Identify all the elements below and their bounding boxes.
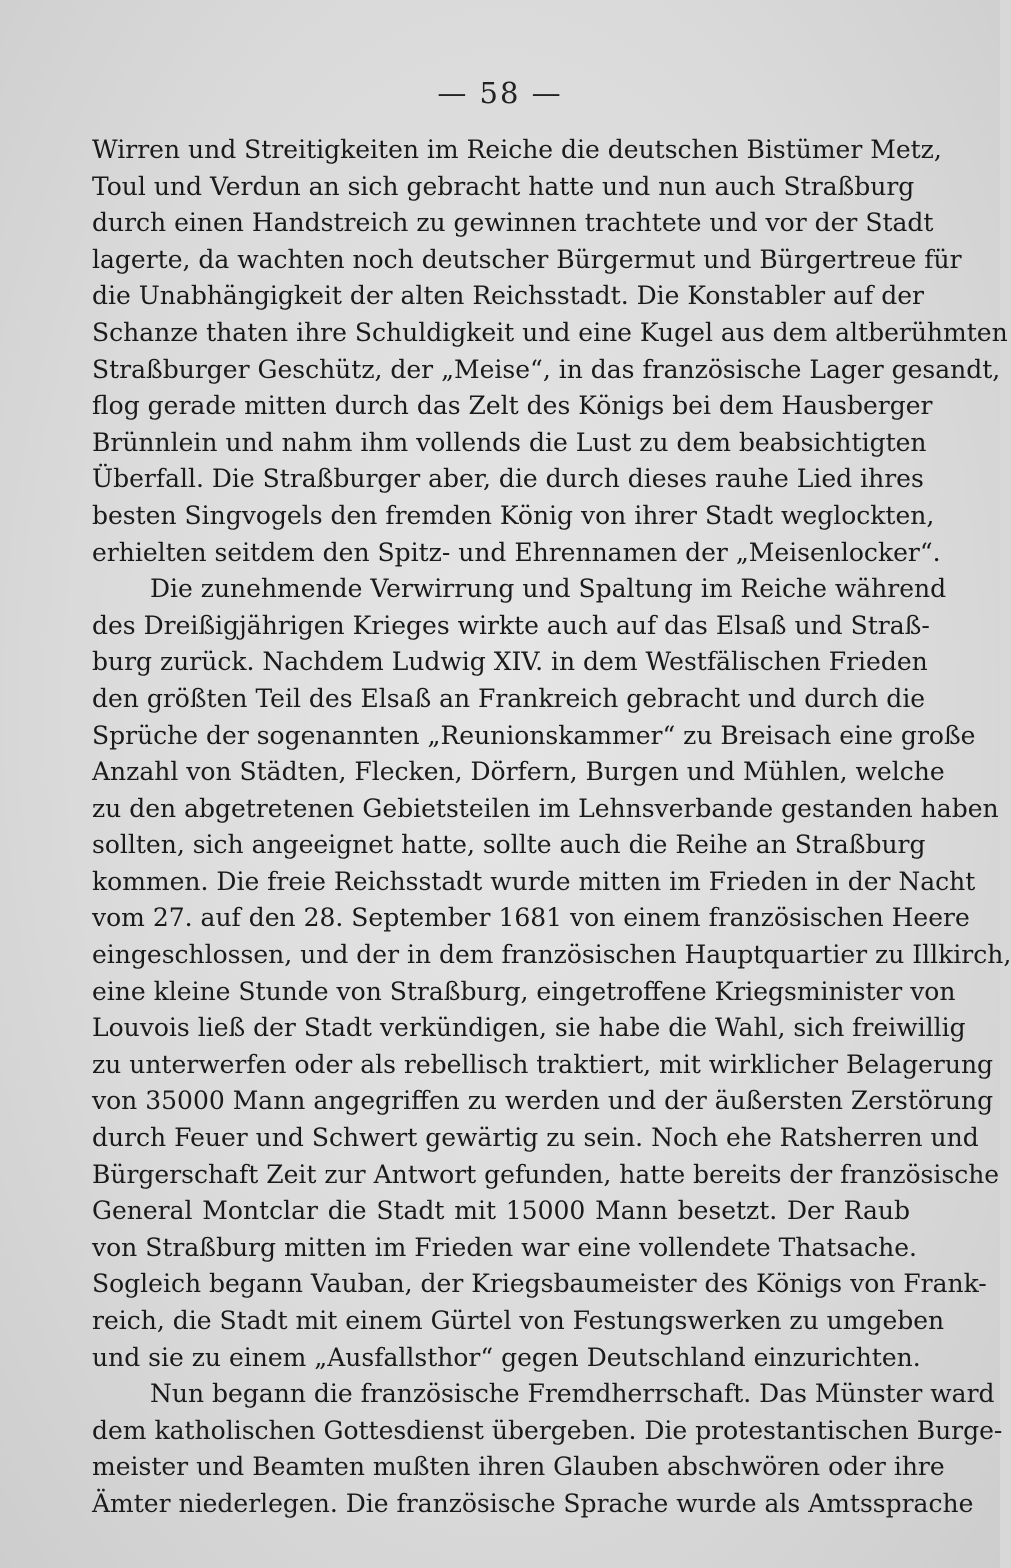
text-line: von 35000 Mann angegriffen zu werden und der äußersten Zerstörung (92, 1086, 994, 1116)
text-line: Überfall. Die Straßburger aber, die durch dieses rauhe Lied ihres (92, 464, 924, 494)
text-line: dem katholischen Gottesdienst übergeben. Die protestantischen Burge- (92, 1415, 1003, 1445)
text-line: durch Feuer und Schwert gewärtig zu sein. Noch ehe Ratsherren und (92, 1123, 979, 1153)
text-line: Die zunehmende Verwirrung und Spaltung im Reiche während (150, 574, 947, 604)
page-number: — 58 — (437, 76, 563, 110)
text-line: Louvois ließ der Stadt verkündigen, sie habe die Wahl, sich freiwillig (92, 1013, 966, 1043)
text-line: Toul und Verdun an sich gebracht hatte und nun auch Straßburg (92, 171, 915, 201)
text-line: durch einen Handstreich zu gewinnen trachtete und vor der Stadt (92, 208, 934, 238)
text-line: Anzahl von Städten, Flecken, Dörfern, Burgen und Mühlen, welche (92, 757, 945, 787)
text-line: lagerte, da wachten noch deutscher Bürgermut und Bürgertreue für (92, 244, 962, 274)
text-line: erhielten seitdem den Spitz- und Ehrennamen der „Meisenlocker“. (92, 537, 941, 567)
paragraph-2 (92, 571, 1011, 1376)
text-line: Ämter niederlegen. Die französische Sprache wurde als Amtssprache (92, 1488, 974, 1518)
text-line: den größten Teil des Elsaß an Frankreich gebracht und durch die (92, 683, 926, 713)
text-line: Brünnlein und nahm ihm vollends die Lust zu dem beabsichtigten (92, 427, 927, 457)
text-line: Nun begann die französische Fremdherrschaft. Das Münster ward (150, 1379, 995, 1409)
text-line: besten Singvogels den fremden König von ihrer Stadt weglockten, (92, 500, 935, 530)
text-line: Schanze thaten ihre Schuldigkeit und eine Kugel aus dem altberühmten (92, 317, 1008, 347)
text-line: Wirren und Streitigkeiten im Reiche die deutschen Bistümer Metz, (92, 135, 942, 164)
text-line: meister und Beamten mußten ihren Glauben abschwören oder ihre (92, 1452, 945, 1482)
paragraph-1 (92, 132, 1008, 571)
text-line: Straßburger Geschütz, der „Meise“, in das französische Lager gesandt, (92, 354, 1001, 384)
text-line: von Straßburg mitten im Frieden war eine vollendete Thatsache. (92, 1232, 917, 1262)
text-line: Sogleich begann Vauban, der Kriegsbaumeister des Königs von Frank- (92, 1269, 987, 1299)
paragraph-3 (92, 1376, 1003, 1522)
text-line: Sprüche der sogenannten „Reunionskammer“ zu Breisach eine große (92, 720, 976, 750)
text-line: zu unterwerfen oder als rebellisch traktiert, mit wirklicher Belagerung (92, 1049, 994, 1079)
text-line: sollten, sich angeeignet hatte, sollte auch die Reihe an Straßburg (92, 830, 926, 860)
text-line: eine kleine Stunde von Straßburg, eingetroffene Kriegsminister von (92, 976, 956, 1006)
text-line: burg zurück. Nachdem Ludwig XIV. in dem Westfälischen Frieden (92, 647, 928, 677)
text-line: eingeschlossen, und der in dem französischen Hauptquartier zu Illkirch, (92, 940, 1011, 970)
text-line: und sie zu einem „Ausfallsthor“ gegen Deutschland einzurichten. (92, 1342, 921, 1372)
text-line: die Unabhängigkeit der alten Reichsstadt. Die Konstabler auf der (92, 281, 924, 311)
text-line: General Montclar die Stadt mit 15000 Mann besetzt. Der Raub (92, 1196, 910, 1226)
text-line: flog gerade mitten durch das Zelt des Königs bei dem Hausberger (92, 391, 933, 421)
text-line: vom 27. auf den 28. September 1681 von einem französischen Heere (92, 903, 970, 933)
text-line: Bürgerschaft Zeit zur Antwort gefunden, hatte bereits der französische (92, 1159, 1000, 1189)
text-line: zu den abgetretenen Gebietsteilen im Lehnsverbande gestanden haben (92, 793, 999, 823)
text-line: reich, die Stadt mit einem Gürtel von Festungswerken zu umgeben (92, 1306, 945, 1335)
body-text (92, 132, 1011, 1523)
text-line: des Dreißigjährigen Krieges wirkte auch auf das Elsaß und Straß- (92, 610, 930, 640)
text-line: kommen. Die freie Reichsstadt wurde mitten im Frieden in der Nacht (92, 866, 976, 896)
